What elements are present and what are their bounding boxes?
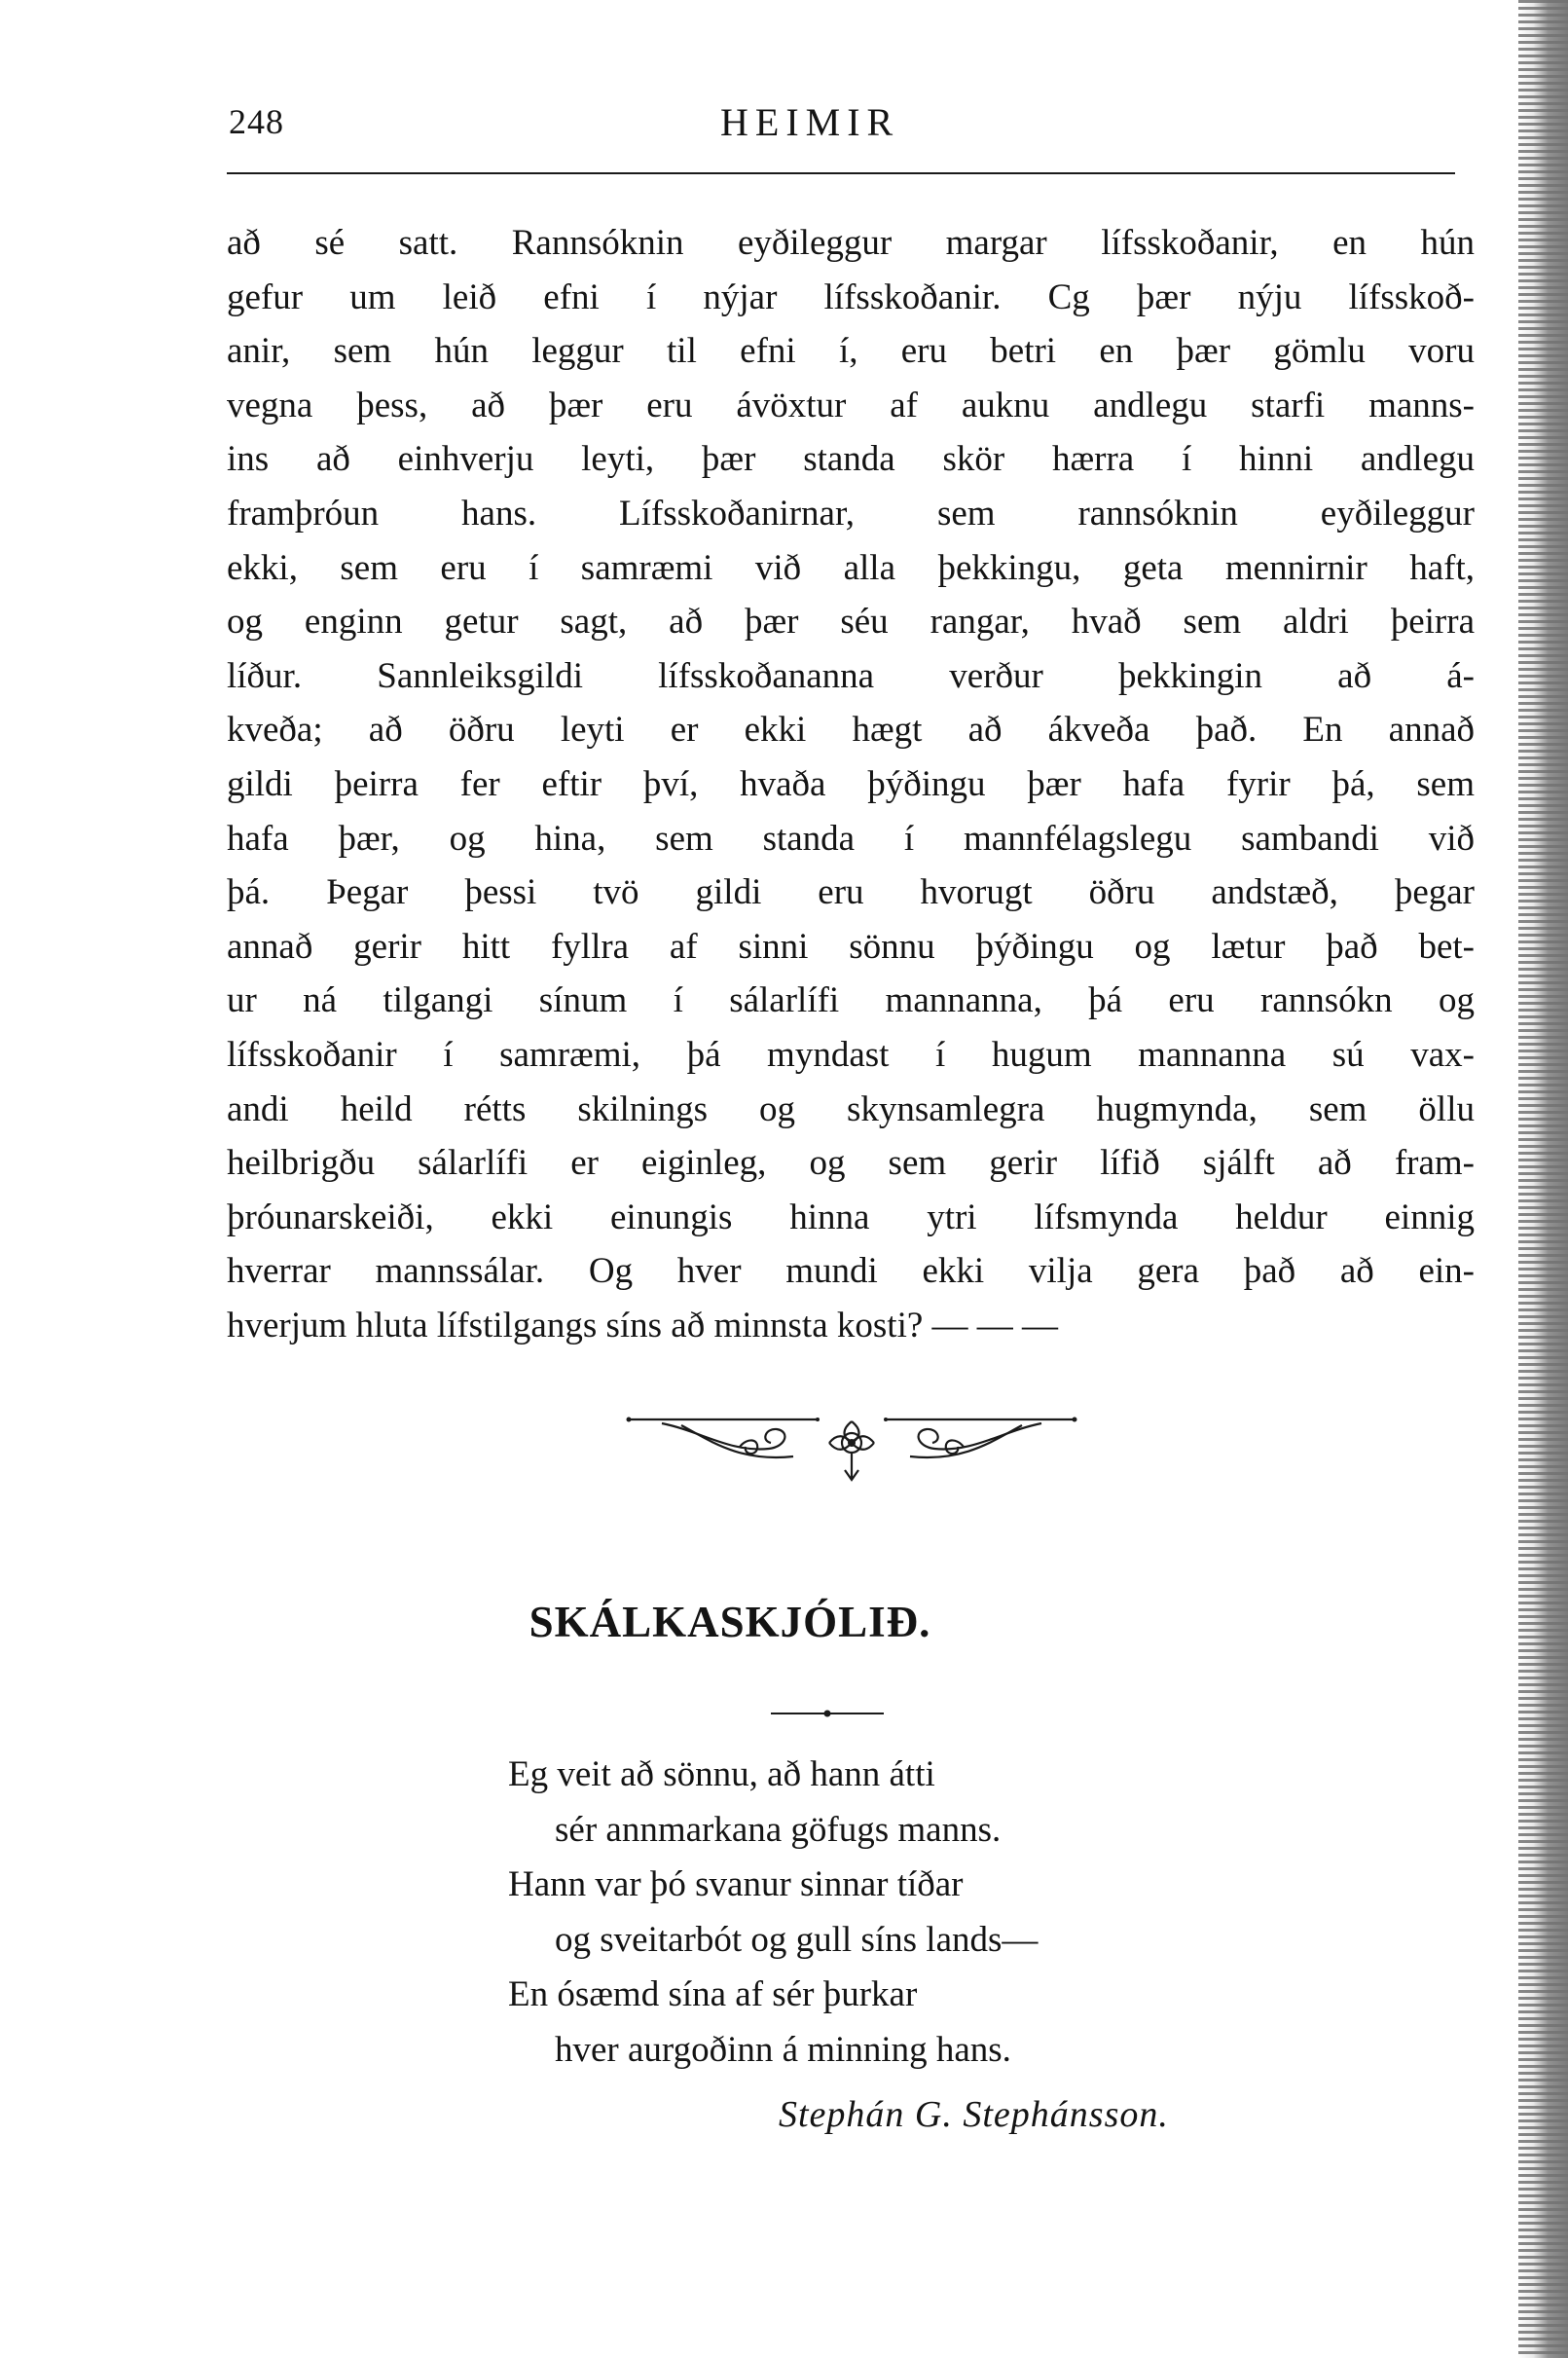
poem-author-signature: Stephán G. Stephánsson. — [779, 2094, 1169, 2135]
page-number: 248 — [229, 102, 284, 141]
poem-verse: Eg veit að sönnu, að hann átti — [508, 1754, 935, 1794]
page-header — [229, 93, 1455, 152]
body-line: andi heild rétts skilnings og skynsamlegra hugmynda, sem öllu — [227, 1088, 1475, 1129]
title-divider — [769, 1706, 886, 1715]
body-line: og enginn getur sagt, að þær séu rangar, hvað sem aldri þeirra — [227, 602, 1475, 643]
body-line: gefur um leið efni í nýjar lífsskoðanir. Cg þær nýju lífsskoð- — [227, 276, 1475, 317]
body-line: hverrar mannssálar. Og hver mundi ekki vilja gera það að ein- — [227, 1251, 1475, 1292]
body-line: framþróun hans. Lífsskoðanirnar, sem rannsóknin eyðileggur — [227, 493, 1475, 534]
poem-verse: Hann var þó svanur sinnar tíðar — [508, 1864, 964, 1904]
body-line: að sé satt. Rannsóknin eyðileggur margar lífsskoðanir, en hún — [227, 223, 1475, 263]
body-line: annað gerir hitt fyllra af sinni sönnu þýðingu og lætur það bet- — [227, 926, 1475, 967]
header-rule — [227, 172, 1455, 174]
body-line: hverjum hluta lífstilgangs síns að minnsta kosti? — — — — [227, 1305, 1059, 1345]
body-line: ins að einhverju leyti, þær standa skör hærra í hinni andlegu — [227, 439, 1475, 480]
running-title: HEIMIR — [720, 100, 900, 144]
body-line: líður. Sannleiksgildi lífsskoðananna verður þekkingin að á- — [227, 655, 1475, 696]
body-line: þróunarskeiði, ekki einungis hinna ytri lífsmynda heldur einnig — [227, 1197, 1475, 1237]
body-line: ur ná tilgangi sínum í sálarlífi mannanna, þá eru rannsókn og — [227, 980, 1475, 1021]
body-line: ekki, sem eru í samræmi við alla þekkingu, geta mennirnir haft, — [227, 547, 1475, 588]
body-paragraph — [227, 216, 1475, 1352]
body-line: kveða; að öðru leyti er ekki hægt að ákveða það. En annað — [227, 710, 1475, 751]
body-line: þá. Þegar þessi tvö gildi eru hvorugt öðru andstæð, þegar — [227, 872, 1475, 913]
poem-verse: og sveitarbót og gull síns lands— — [555, 1919, 1039, 1960]
decorative-scroll-ornament-icon — [623, 1402, 1080, 1509]
poem-title: SKÁLKASKJÓLIÐ. — [529, 1598, 931, 1646]
body-line: heilbrigðu sálarlífi er eiginleg, og sem gerir lífið sjálft að fram- — [227, 1143, 1475, 1184]
body-line: anir, sem hún leggur til efni í, eru betri en þær gömlu voru — [227, 331, 1475, 372]
body-line: gildi þeirra fer eftir því, hvaða þýðingu þær hafa fyrir þá, sem — [227, 763, 1475, 804]
body-line: hafa þær, og hina, sem standa í mannfélagslegu sambandi við — [227, 818, 1475, 859]
poem-verse: hver aurgoðinn á minning hans. — [555, 2029, 1011, 2070]
poem-stanza — [508, 1748, 1384, 2078]
poem-verse: En ósæmd sína af sér þurkar — [508, 1974, 918, 2014]
poem-verse: sér annmarkana göfugs manns. — [555, 1809, 1002, 1850]
body-line: lífsskoðanir í samræmi, þá myndast í hugum mannanna sú vax- — [227, 1034, 1475, 1075]
binding-edge — [1518, 0, 1568, 2358]
body-line: vegna þess, að þær eru ávöxtur af auknu andlegu starfi manns- — [227, 385, 1475, 425]
